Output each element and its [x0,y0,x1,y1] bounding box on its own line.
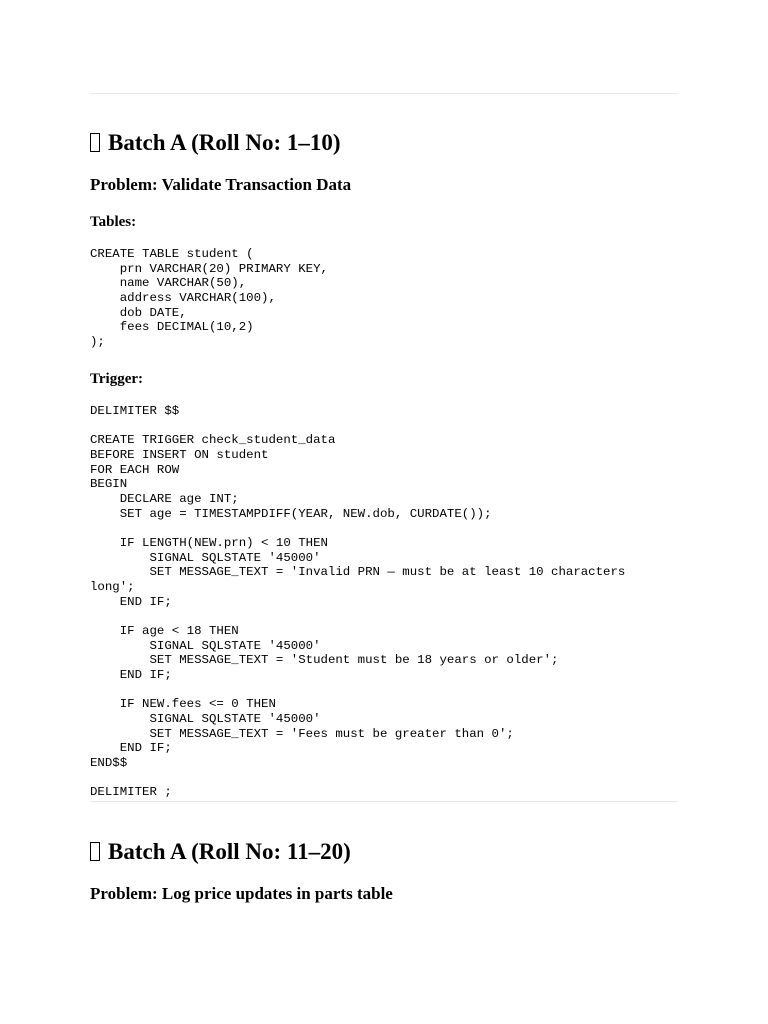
box-icon [90,842,100,861]
section-1-problem: Problem: Validate Transaction Data [90,175,352,194]
section-divider [90,801,678,802]
section-1-trigger-label: Trigger: [90,371,144,387]
section-1-heading-text: Batch A (Roll No: 1–10) [108,130,341,155]
section-1-heading [90,129,341,157]
box-icon [90,133,100,152]
tables-code-block: CREATE TABLE student ( prn VARCHAR(20) PRIMARY KEY, name VARCHAR(50), address VARCHAR(100), dob DATE, fees DECIMAL(10,2) ); [90,247,328,350]
section-1-tables-label: Tables: [90,214,137,230]
section-2-heading [90,838,351,866]
top-divider [90,93,678,94]
trigger-code-block: DELIMITER $$ CREATE TRIGGER check_student_data BEFORE INSERT ON student FOR EACH ROW BEGIN DECLARE age INT; SET age = TIMESTAMPDIFF(YEAR, NEW.dob, CURDATE()); IF LENGTH(NEW.prn) < 10 THEN SIGNAL SQLSTATE '45000' SET MESSAGE_TEXT = 'Invalid PRN — must be at least 10 characters long'; END IF; IF age < 18 THEN SIGNAL SQLSTATE '45000' SET MESSAGE_TEXT = 'Student must be 18 years or older'; END IF; IF NEW.fees <= 0 THEN SIGNAL SQLSTATE '45000' SET MESSAGE_TEXT = 'Fees must be greater than 0'; END IF; END$$ DELIMITER ; [90,404,626,800]
section-2-heading-text: Batch A (Roll No: 11–20) [108,839,351,864]
section-2-problem: Problem: Log price updates in parts table [90,884,393,903]
